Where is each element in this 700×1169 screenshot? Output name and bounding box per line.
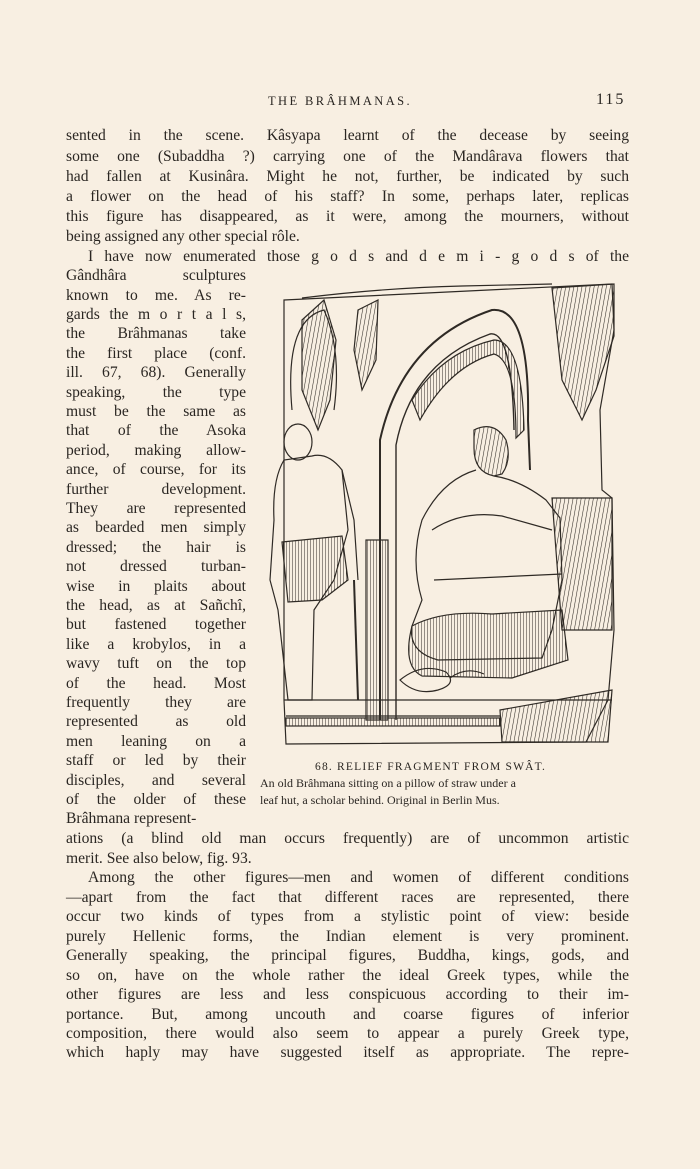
text-line: wise in plaits about <box>66 578 246 595</box>
text-line: men leaning on a <box>66 733 246 750</box>
text-line: staff or led by their <box>66 752 246 769</box>
page-number: 115 <box>596 91 626 108</box>
text-line: occur two kinds of types from a stylistic point of view: beside <box>66 908 629 925</box>
text-line: a flower on the head of his staff? In some, perhaps later, replicas <box>66 188 629 205</box>
text-line: merit. See also below, fig. 93. <box>66 850 252 867</box>
text-line: —apart from the fact that different races are represented, there <box>66 889 629 906</box>
text-line: this figure has disappeared, as it were, among the mourners, without <box>66 208 629 225</box>
text-line: composition, there would also seem to appear a purely Greek type, <box>66 1025 629 1042</box>
text-line: sented in the scene. Kâsyapa learnt of the decease by seeing <box>66 127 629 144</box>
text-line: the head, as at Sañchî, <box>66 597 246 614</box>
text-line: purely Hellenic forms, the Indian element is very prominent. <box>66 928 629 945</box>
figure-caption-line: An old Brâhmana sitting on a pillow of straw under a <box>260 776 516 790</box>
text-line: dressed; the hair is <box>66 539 246 556</box>
page-header <box>0 91 700 114</box>
text-line: ations (a blind old man occurs frequently) are of uncommon artistic <box>66 830 629 847</box>
text-line: Generally speaking, the principal figures, Buddha, kings, gods, and <box>66 947 629 964</box>
running-title: THE BRÂHMANAS. <box>268 94 413 108</box>
text-line: known to me. As re- <box>66 287 246 304</box>
text-line: gards the m o r t a l s, <box>66 306 246 323</box>
text-line: I have now enumerated those g o d s and d e m i - g o d s of the <box>88 248 629 265</box>
text-line: Among the other figures—men and women of different conditions <box>88 869 629 886</box>
text-line: wavy tuft on the top <box>66 655 246 672</box>
text-line: so on, have on the whole rather the ideal Greek types, while the <box>66 967 629 984</box>
text-line: ance, of course, for its <box>66 461 246 478</box>
text-line: had fallen at Kusinâra. Might he not, further, be indicated by such <box>66 168 629 185</box>
text-line: of the older of these <box>66 791 246 808</box>
text-line: being assigned any other special rôle. <box>66 228 300 245</box>
text-line: but fastened together <box>66 616 246 633</box>
text-line: represented as old <box>66 713 246 730</box>
figure-caption-title: 68. RELIEF FRAGMENT FROM SWÂT. <box>315 761 547 773</box>
text-line: ill. 67, 68). Generally <box>66 364 246 381</box>
text-line: that of the Asoka <box>66 422 246 439</box>
text-line: must be the same as <box>66 403 246 420</box>
text-line: other figures are less and less conspicuous according to their im- <box>66 986 629 1003</box>
text-line: which haply may have suggested itself as appropriate. The repre- <box>66 1044 629 1061</box>
text-line: Gândhâra sculptures <box>66 267 246 284</box>
relief-illustration <box>262 280 622 748</box>
text-line: Brâhmana represent- <box>66 810 197 827</box>
text-line: not dressed turban- <box>66 558 246 575</box>
text-line: the Brâhmanas take <box>66 325 246 342</box>
text-line: frequently they are <box>66 694 246 711</box>
text-line: speaking, the type <box>66 384 246 401</box>
figure-caption-line: leaf hut, a scholar behind. Original in Berlin Mus. <box>260 793 500 807</box>
text-line: of the head. Most <box>66 675 246 692</box>
text-line: portance. But, among uncouth and coarse figures of inferior <box>66 1006 629 1023</box>
text-line: period, making allow- <box>66 442 246 459</box>
text-line: further development. <box>66 481 246 498</box>
text-line: some one (Subaddha ?) carrying one of the Mandârava flowers that <box>66 148 629 165</box>
text-line: as bearded men simply <box>66 519 246 536</box>
text-line: They are represented <box>66 500 246 517</box>
text-line: disciples, and several <box>66 772 246 789</box>
text-line: like a krobylos, in a <box>66 636 246 653</box>
text-line: the first place (conf. <box>66 345 246 362</box>
